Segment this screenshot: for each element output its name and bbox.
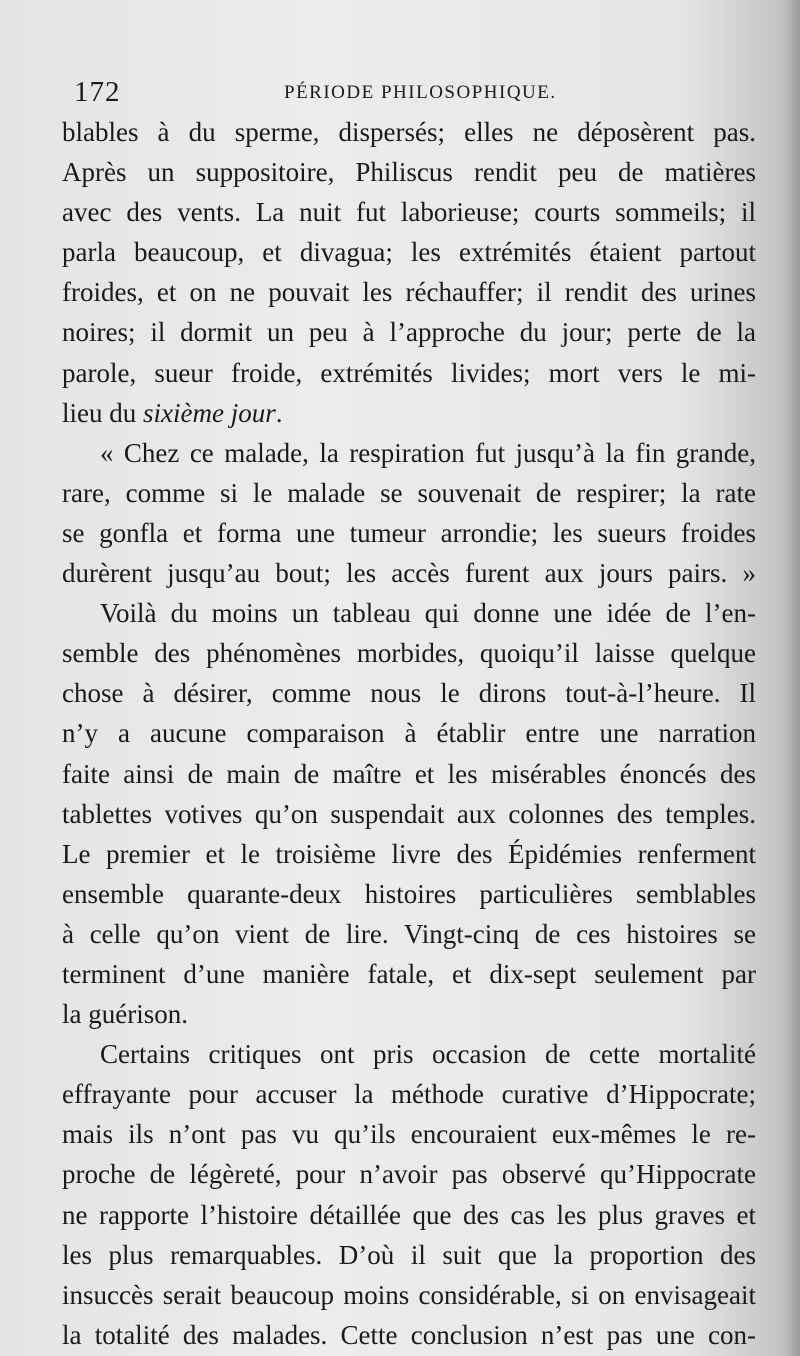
text-line: à celle qu’on vient de lire. Vingt-cinq de ces histoires se bbox=[62, 918, 756, 949]
text-line: tablettes votives qu’on suspendait aux colonnes des temples. bbox=[62, 798, 756, 829]
text-fragment: lieu du sixième jour. bbox=[62, 397, 283, 428]
text-line: parla beaucoup, et divagua; les extrémités étaient partout bbox=[62, 237, 756, 268]
text-line: n’y a aucune comparaison à établir entre une narration bbox=[62, 718, 756, 749]
text-line: noires; il dormit un peu à l’approche du jour; perte de la bbox=[62, 317, 756, 348]
page-header bbox=[66, 76, 756, 112]
text-line: la guérison. bbox=[62, 999, 188, 1030]
text-line: Voilà du moins un tableau qui donne une idée de l’en- bbox=[100, 598, 756, 629]
text-line: insuccès serait beaucoup moins considérable, si on envisageait bbox=[62, 1279, 756, 1310]
text-line: Après un suppositoire, Philiscus rendit peu de matières bbox=[62, 157, 756, 188]
text-line: la totalité des malades. Cette conclusion n’est pas une con- bbox=[62, 1319, 756, 1350]
text-line: se gonfla et forma une tumeur arrondie; les sueurs froides bbox=[62, 517, 756, 548]
text-line: terminent d’une manière fatale, et dix-sept seulement par bbox=[62, 958, 756, 989]
text-line: « Chez ce malade, la respiration fut jusqu’à la fin grande, bbox=[100, 437, 756, 468]
text-line: rare, comme si le malade se souvenait de respirer; la rate bbox=[62, 477, 756, 508]
text-line: proche de légèreté, pour n’avoir pas observé qu’Hippocrate bbox=[62, 1159, 756, 1190]
text-line: blables à du sperme, dispersés; elles ne déposèrent pas. bbox=[62, 117, 756, 147]
text-line bbox=[62, 393, 756, 433]
text-line: avec des vents. La nuit fut laborieuse; courts sommeils; il bbox=[62, 197, 756, 228]
text-line: Certains critiques ont pris occasion de cette mortalité bbox=[100, 1039, 756, 1070]
text-line: durèrent jusqu’au bout; les accès furent aux jours pairs. » bbox=[62, 558, 756, 589]
body-text bbox=[62, 112, 756, 1355]
text-line: faite ainsi de main de maître et les misérables énoncés des bbox=[62, 758, 756, 789]
text-line: mais ils n’ont pas vu qu’ils encouraient eux-mêmes le re- bbox=[62, 1119, 756, 1150]
text-line: ensemble quarante-deux histoires particulières semblables bbox=[62, 878, 756, 909]
text-line: semble des phénomènes morbides, quoiqu’il laisse quelque bbox=[62, 638, 756, 669]
italic-phrase: sixième jour bbox=[143, 397, 276, 428]
text-line: Le premier et le troisième livre des Épidémies renferment bbox=[62, 838, 756, 869]
text-line: parole, sueur froide, extrémités livides; mort vers le mi- bbox=[62, 357, 756, 388]
running-head: PÉRIODE PHILOSOPHIQUE. bbox=[284, 82, 557, 103]
page-edge-shadow bbox=[782, 0, 800, 1356]
text-line: les plus remarquables. D’où il suit que la proportion des bbox=[62, 1239, 756, 1270]
text-line: effrayante pour accuser la méthode curative d’Hippocrate; bbox=[62, 1079, 756, 1110]
text-line: ne rapporte l’histoire détaillée que des cas les plus graves et bbox=[62, 1199, 756, 1230]
page-number: 172 bbox=[74, 76, 121, 108]
text-line: chose à désirer, comme nous le dirons tout-à-l’heure. Il bbox=[62, 678, 756, 709]
text-line: froides, et on ne pouvait les réchauffer; il rendit des urines bbox=[62, 277, 756, 308]
